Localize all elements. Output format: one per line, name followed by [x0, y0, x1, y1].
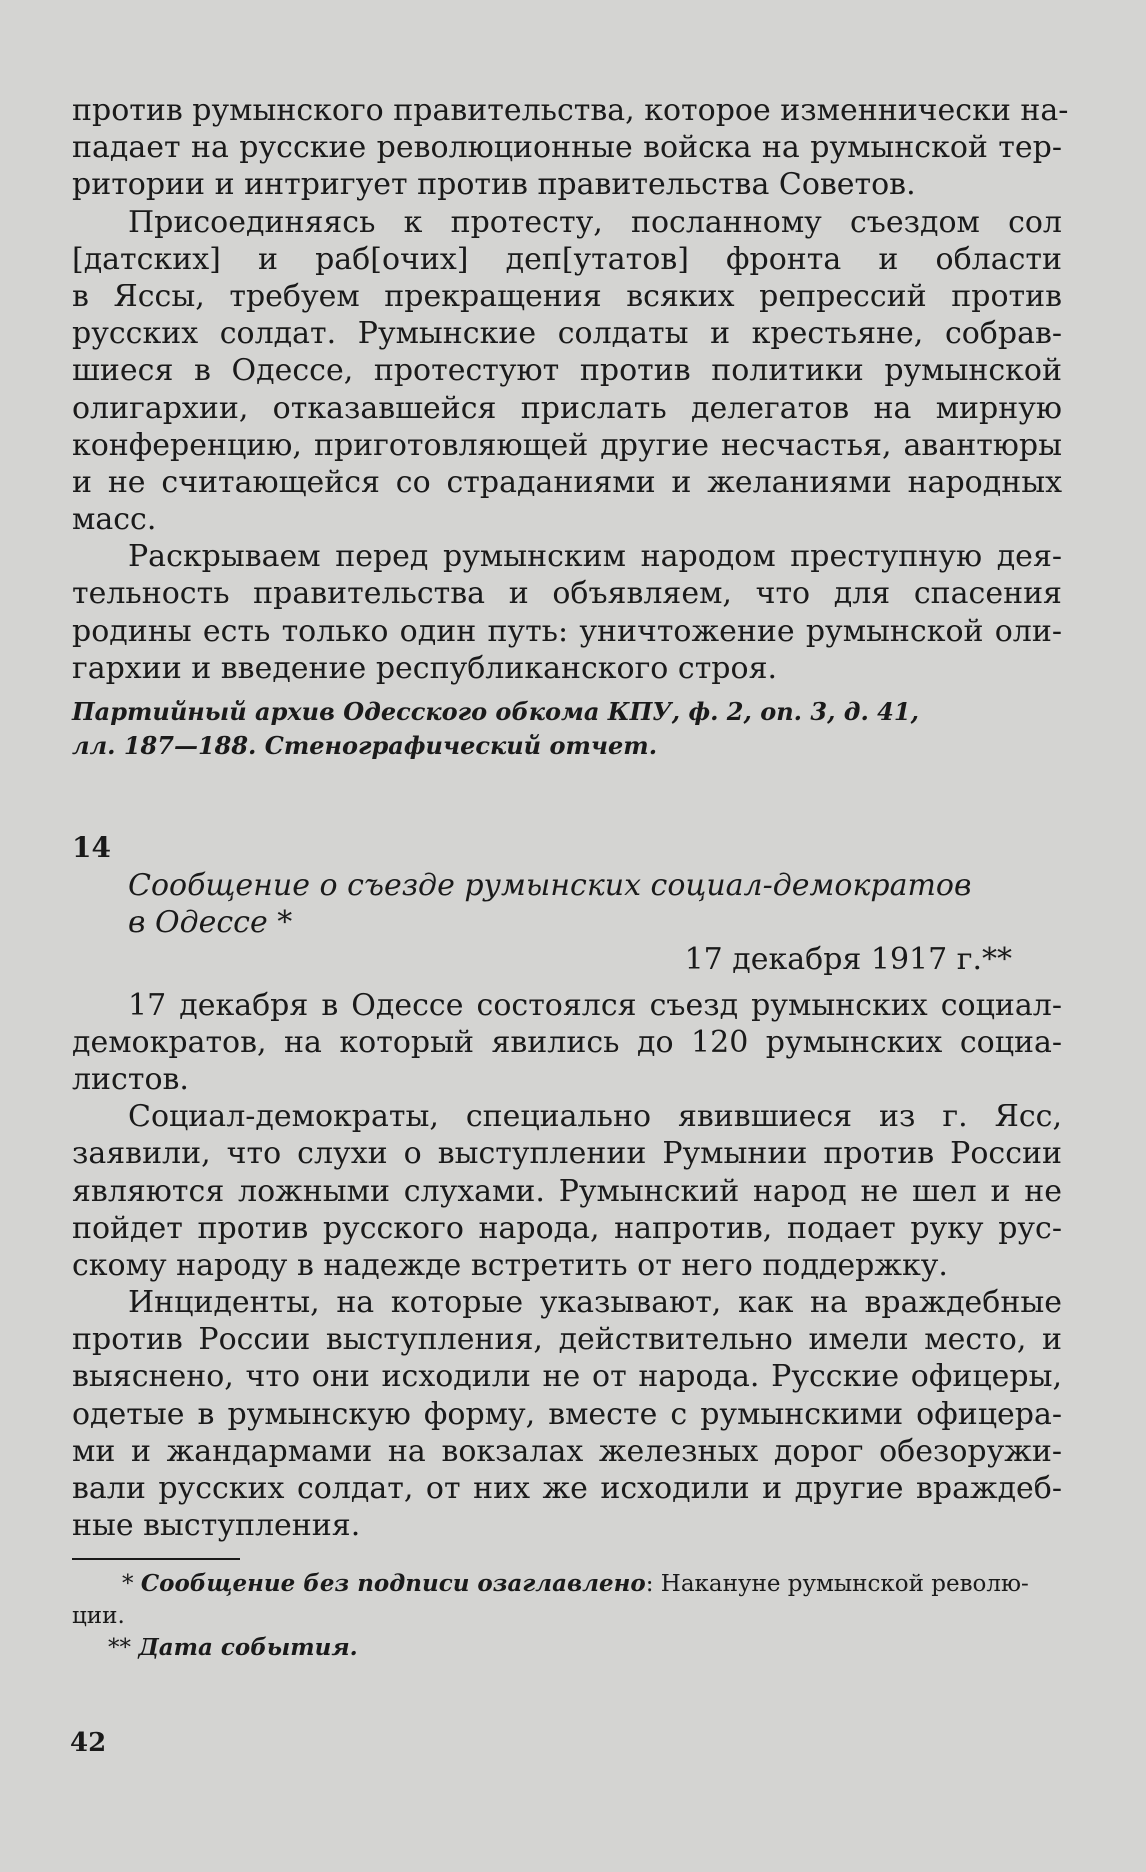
text-line: [датских] и раб[очих] деп[утатов] фронта и области — [72, 241, 1062, 277]
text-line: родины есть только один путь: уничтожение румынской оли- — [72, 613, 1062, 649]
document-title: в Одессе * — [128, 905, 293, 941]
text-line: Инциденты, на которые указывают, как на враждебные — [128, 1285, 1062, 1321]
page-number: 42 — [70, 1728, 107, 1758]
paragraph-1 — [72, 92, 1069, 204]
document-number: 14 — [72, 831, 111, 864]
source-line: лл. 187—188. Стенографический отчет. — [72, 731, 658, 760]
text-line: вали русских солдат, от них же исходили и другие враждеб- — [72, 1471, 1062, 1506]
footnotes — [72, 1568, 1062, 1664]
document-date: 17 декабря 1917 г.** — [684, 942, 1012, 978]
text-line: являются ложными слухами. Румынский народ не шел и не — [72, 1173, 1062, 1209]
text-line: Социал-демократы, специально явившиеся из г. Ясс, — [128, 1099, 1062, 1135]
text-line: в Яссы, требуем прекращения всяких репрессий против — [72, 278, 1062, 314]
footnote-marker: ** — [108, 1635, 131, 1662]
page-body — [72, 92, 1069, 1852]
text-line: олигархии, отказавшейся прислать делегатов на мирную — [72, 390, 1062, 426]
text-line: конференцию, приготовляющей другие несчастья, авантюры — [72, 427, 1062, 463]
text-line: 17 декабря в Одессе состоялся съезд румынских социал- — [128, 987, 1062, 1023]
text-line: выяснено, что они исходили не от народа. Русские офицеры, — [72, 1359, 1062, 1395]
paragraph-6 — [72, 1284, 1062, 1544]
text-line: заявили, что слухи о выступлении Румынии против России — [72, 1136, 1062, 1172]
text-line: русских солдат. Румынские солдаты и крестьяне, собрав- — [72, 316, 1062, 352]
paragraph-5 — [72, 1098, 1062, 1284]
text-line: ные выступления. — [72, 1508, 361, 1544]
text-line: и не считающейся со страданиями и желаниями народных — [72, 464, 1062, 500]
paragraph-3 — [72, 538, 1062, 687]
text-line: одетые в румынскую форму, вместе с румынскими офицера- — [72, 1396, 1062, 1432]
text-line: демократов, на который явились до 120 румынских социа- — [72, 1024, 1062, 1060]
footnote-text: : Накануне румынской револю- — [645, 1571, 1029, 1598]
text-line: Раскрываем перед румынским народом преступную дея- — [128, 539, 1062, 575]
text-line: ми и жандармами на вокзалах железных дорог обезоружи- — [72, 1433, 1062, 1469]
text-line: гархии и введение республиканского строя. — [72, 650, 778, 686]
source-line: Партийный архив Одесского обкома КПУ, ф. 2, оп. 3, д. 41, — [72, 697, 919, 726]
text-line: ритории и интригует против правительства Советов. — [72, 167, 916, 203]
footnote-italic: Сообщение без подписи озаглавлено — [140, 1570, 646, 1598]
text-line: падает на русские революционные войска на румынской тер- — [72, 130, 1062, 166]
text-line: тельность правительства и объявляем, что для спасения — [72, 576, 1062, 612]
text-line: листов. — [72, 1061, 189, 1097]
footnote-marker: * — [122, 1571, 134, 1598]
text-line: шиеся в Одессе, протестуют против политики румынской — [72, 353, 1062, 389]
footnote-2 — [72, 1632, 1062, 1664]
text-line: масс. — [72, 502, 157, 538]
footnote-1 — [72, 1568, 1062, 1600]
text-line: пойдет против русского народа, напротив, подает руку рус- — [72, 1210, 1062, 1246]
text-line: скому народу в надежде встретить от него поддержку. — [72, 1247, 948, 1283]
footnote-italic: Дата события. — [138, 1634, 358, 1662]
paragraph-2 — [72, 204, 1062, 539]
document-title: Сообщение о съезде румынских социал-демократов — [128, 868, 972, 903]
text-line: Присоединяясь к протесту, посланному съездом сол — [128, 204, 1062, 240]
archive-source — [72, 695, 1062, 763]
paragraph-4 — [72, 987, 1062, 1099]
footnote-1-continuation: ции. — [72, 1603, 125, 1630]
text-line: против России выступления, действительно имели место, и — [72, 1322, 1062, 1358]
text-line: против румынского правительства, которое изменнически на- — [72, 93, 1069, 128]
